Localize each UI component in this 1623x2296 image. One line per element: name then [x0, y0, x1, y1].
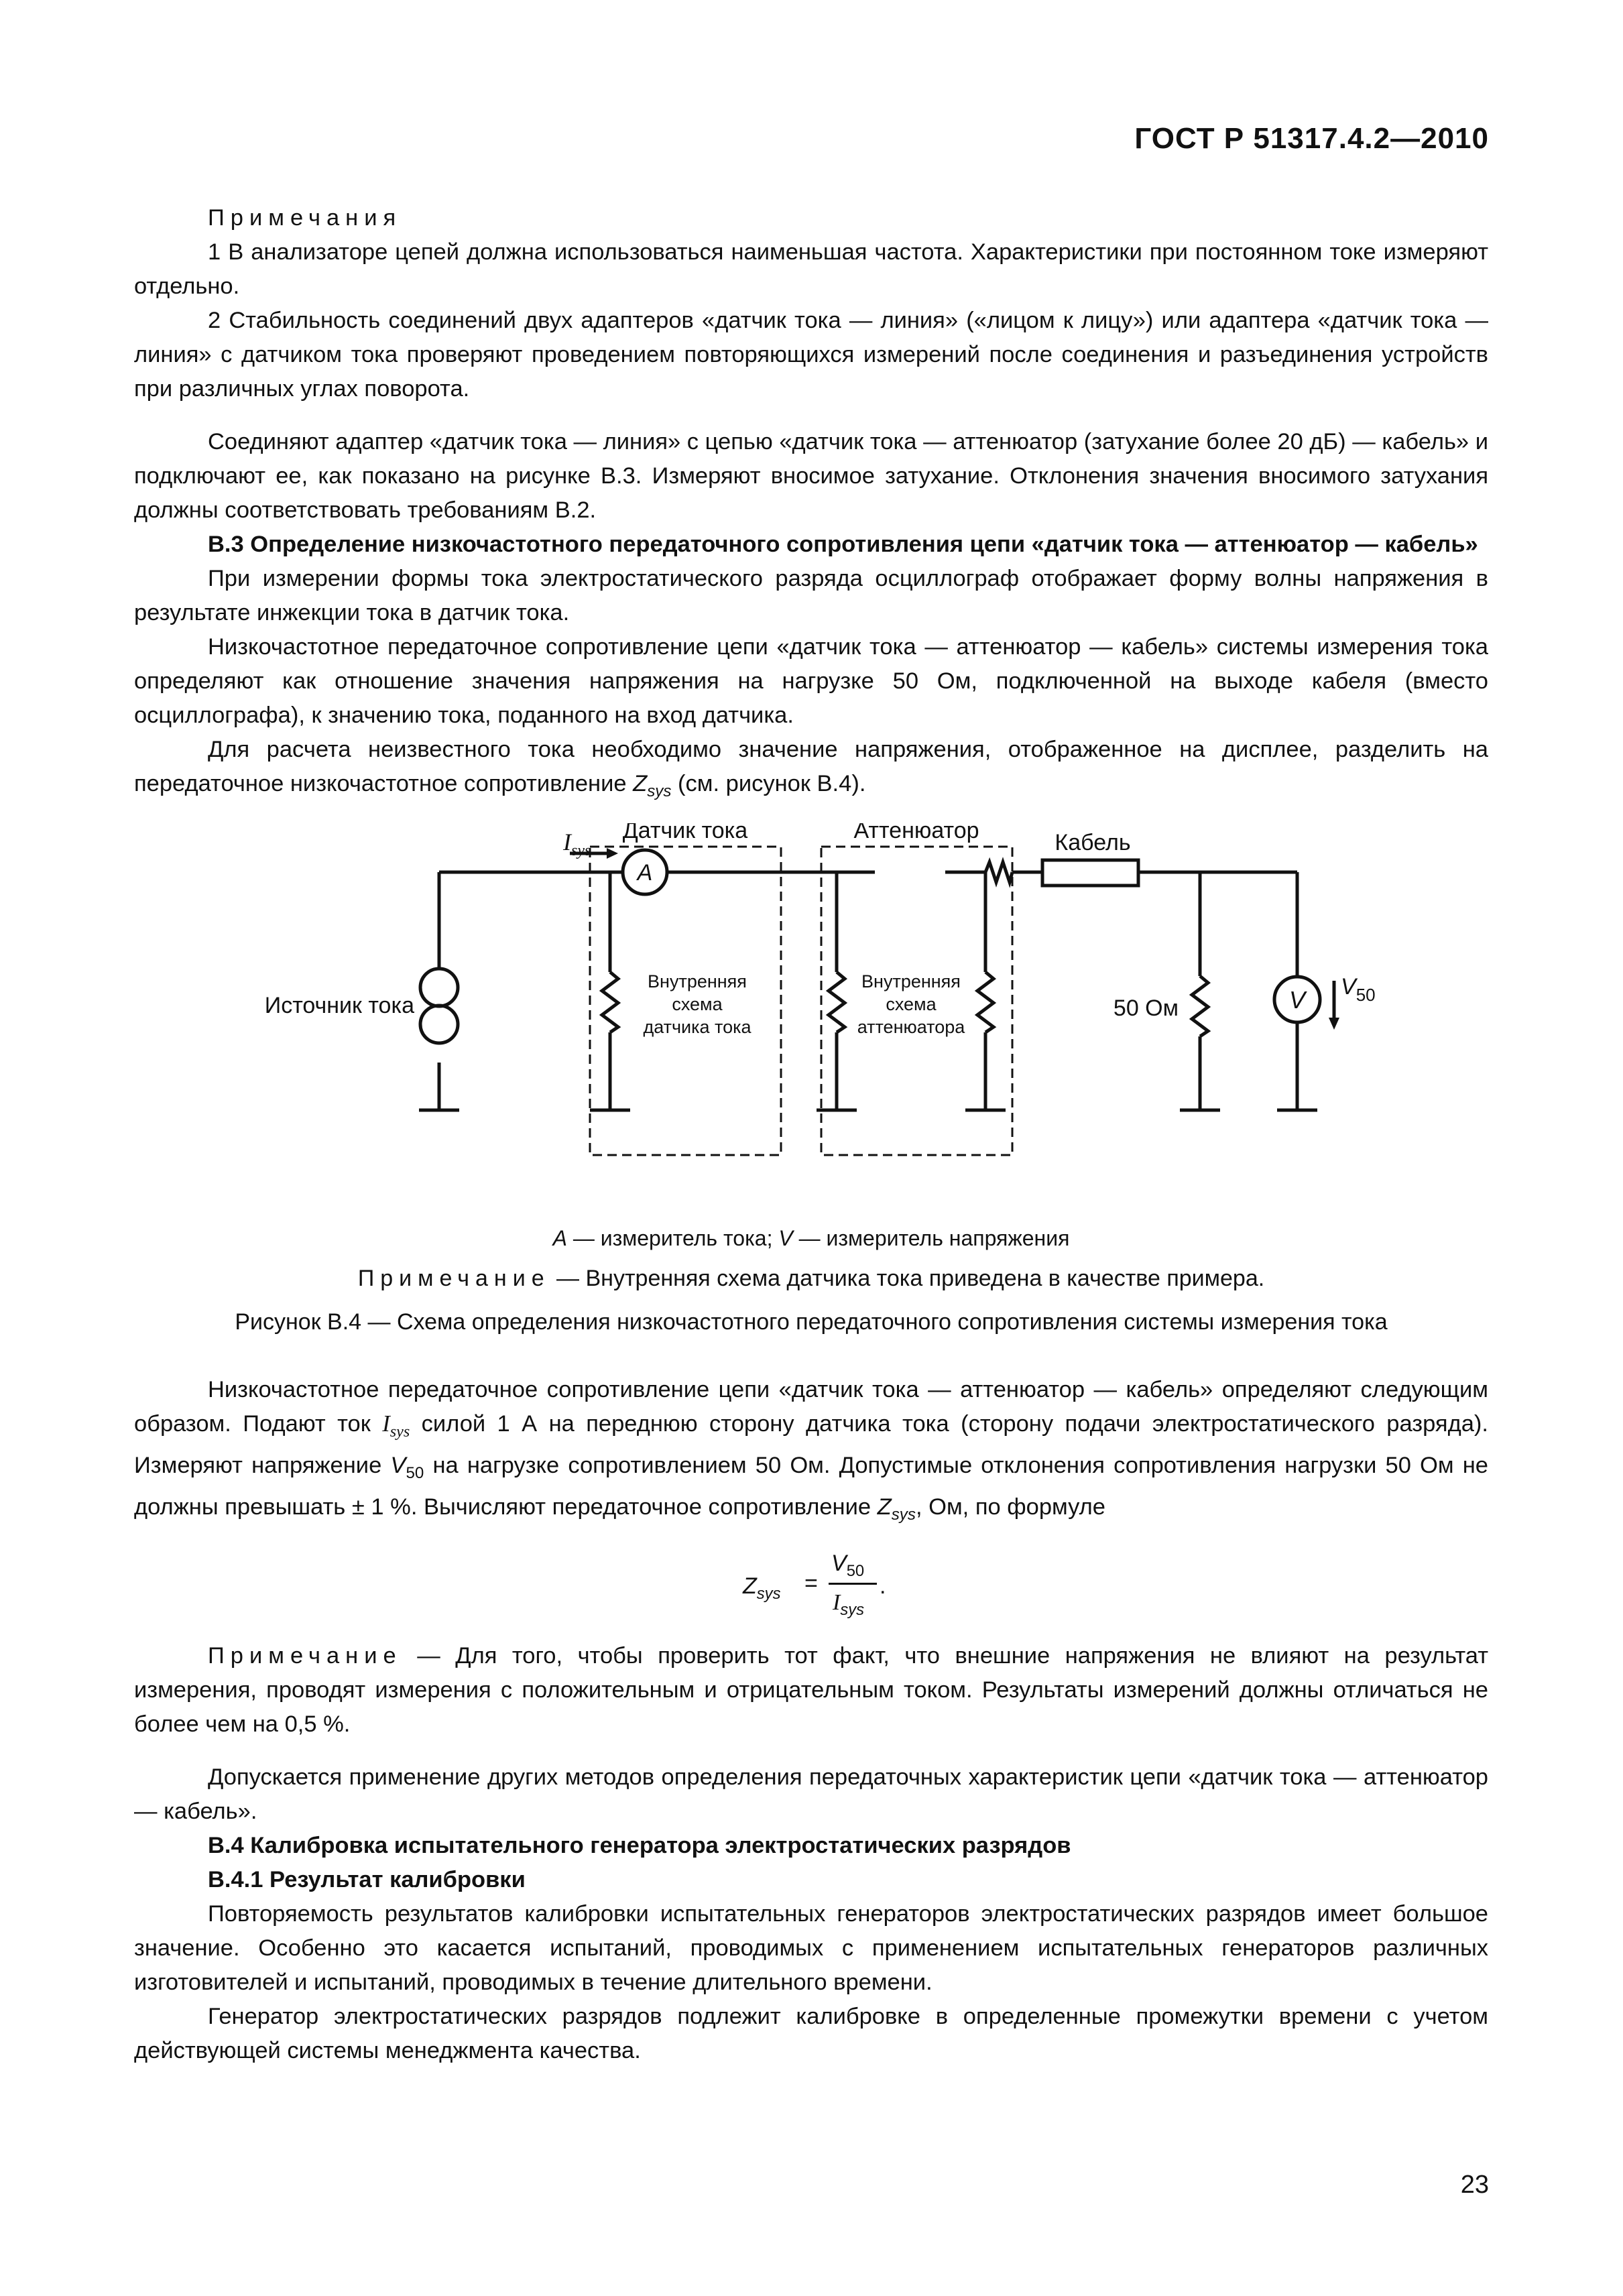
formula-dot: . — [880, 1573, 886, 1599]
formula-numerator: $V_{50}$ — [831, 1550, 865, 1580]
formula-eq: = — [804, 1570, 818, 1596]
figure-caption: Рисунок В.4 — Схема определения низкочастотного передаточного сопротивления системы измерения тока — [235, 1309, 1388, 1335]
paragraph-7: Повторяемость результатов калибровки испытательных генераторов электростатических разрядов имеет большое значение. Особенно это касается испытаний, проводимых с применением испытательных генераторов различных изготовителей и испытаний, проводимых в течение длительного времени. — [134, 1900, 1488, 1995]
load-label: 50 Ом — [1113, 995, 1179, 1021]
isys-label: $I_{sys}$ — [563, 828, 591, 859]
para4-pre: Для расчета неизвестного тока необходимо значение напряжения, отображенное на дисплее, разделить на передаточное низкочастотное сопротивление — [134, 737, 1488, 796]
fraction-bar — [829, 1583, 877, 1585]
atten-inner-line2: схема — [886, 993, 937, 1014]
formula-denominator: $I_{sys}$ — [833, 1589, 865, 1619]
heading-b41: В.4.1 Результат калибровки — [208, 1866, 526, 1892]
paragraph-6: Допускается применение других методов определения передаточных характеристик цепи «датчик тока — аттенюатор — кабель». — [134, 1764, 1488, 1824]
document-header: ГОСТ Р 51317.4.2—2010 — [1134, 122, 1489, 155]
paragraph-1: Соединяют адаптер «датчик тока — линия» с цепью «датчик тока — аттенюатор (затухание более 20 дБ) — кабель» и подключают ее, как показано на рисунке В.3. Измеряют вносимое затухание. Отклонения значения вносимого затухания должны соответствовать требованиям В.2. — [134, 429, 1488, 523]
voltmeter-symbol: V — [1288, 985, 1306, 1014]
attenuator-title: Аттенюатор — [853, 823, 979, 843]
v50-label: $V_{50}$ — [1341, 973, 1376, 1005]
atten-inner-line1: Внутренняя — [861, 971, 961, 991]
zsys-symbol: $Z_{sys}$ — [633, 771, 672, 800]
source-label: Источник тока — [264, 992, 414, 1018]
paragraph-2: При измерении формы тока электростатического разряда осциллограф отображает форму волны напряжения в результате инжекции тока в датчик тока. — [134, 566, 1488, 625]
heading-b4: В.4 Калибровка испытательного генератора электростатических разрядов — [208, 1832, 1071, 1858]
formula — [134, 1552, 1488, 1619]
ammeter-symbol: A — [637, 859, 653, 886]
paragraph-3: Низкочастотное передаточное сопротивление цепи «датчик тока — аттенюатор — кабель» системы измерения тока определяют как отношение значения напряжения на нагрузке 50 Ом, подключенной на выходе кабеля (вместо осциллографа), к значению тока, поданного на вход датчика. — [134, 634, 1488, 728]
sensor-title: Датчик тока — [622, 823, 748, 843]
sensor-inner-line3: датчика тока — [643, 1016, 752, 1037]
page-content — [134, 201, 1488, 2068]
formula-lhs: $Z_{sys}$ — [743, 1573, 781, 1603]
atten-inner-line3: аттенюатора — [857, 1016, 965, 1037]
paragraph-5: Низкочастотное передаточное сопротивление цепи «датчик тока — аттенюатор — кабель» определяют следующим образом. Подают ток $I_{sys}$ силой 1 А на переднюю сторону датчика тока (сторону подачи электростатического разряда). Измеряют напряжение $V_{50}$ на нагрузке сопротивлением 50 Ом. Допустимые отклонения сопротивления нагрузки 50 Ом не должны превышать ± 1 %. Вычисляют передаточное сопротивление $Z_{sys}$, Ом, по формуле — [134, 1376, 1488, 1524]
sensor-inner-line2: схема — [672, 993, 723, 1014]
heading-b3: В.3 Определение низкочастотного передаточного сопротивления цепи «датчик тока — аттенюатор — кабель» — [208, 532, 1478, 557]
note1-title: Примечания — [208, 205, 402, 231]
sensor-inner-line1: Внутренняя — [648, 971, 747, 991]
figure-legend: A — измеритель тока; V — измеритель напряжения — [552, 1225, 1070, 1250]
paragraph-4 — [134, 733, 1488, 808]
note2: Примечание — Для того, чтобы проверить тот факт, что внешние напряжения не влияют на результат измерения, проводят измерения с положительным и отрицательным током. Результаты измерений должны отличаться не более чем на 0,5 %. — [134, 1642, 1488, 1737]
paragraph-8: Генератор электростатических разрядов подлежит калибровке в определенные промежутки времени с учетом действующей системы менеджмента качества. — [134, 2003, 1488, 2063]
page-number: 23 — [1460, 2171, 1489, 2199]
cable-label: Кабель — [1055, 829, 1131, 855]
circuit-diagram — [134, 823, 1488, 1199]
para4-post: (см. рисунок В.4). — [671, 771, 866, 796]
figure-note: Примечание — Внутренняя схема датчика тока приведена в качестве примера. — [357, 1265, 1265, 1291]
note1-item2: 2 Стабильность соединений двух адаптеров «датчик тока — линия» («лицом к лицу») или адаптера «датчик тока — линия» с датчиком тока проверяют проведением повторяющихся измерений после соединения и разъединения устройств при различных углах поворота. — [134, 308, 1488, 402]
note1-item1: 1 В анализаторе цепей должна использоваться наименьшая частота. Характеристики при постоянном токе измеряют отдельно. — [134, 239, 1488, 299]
